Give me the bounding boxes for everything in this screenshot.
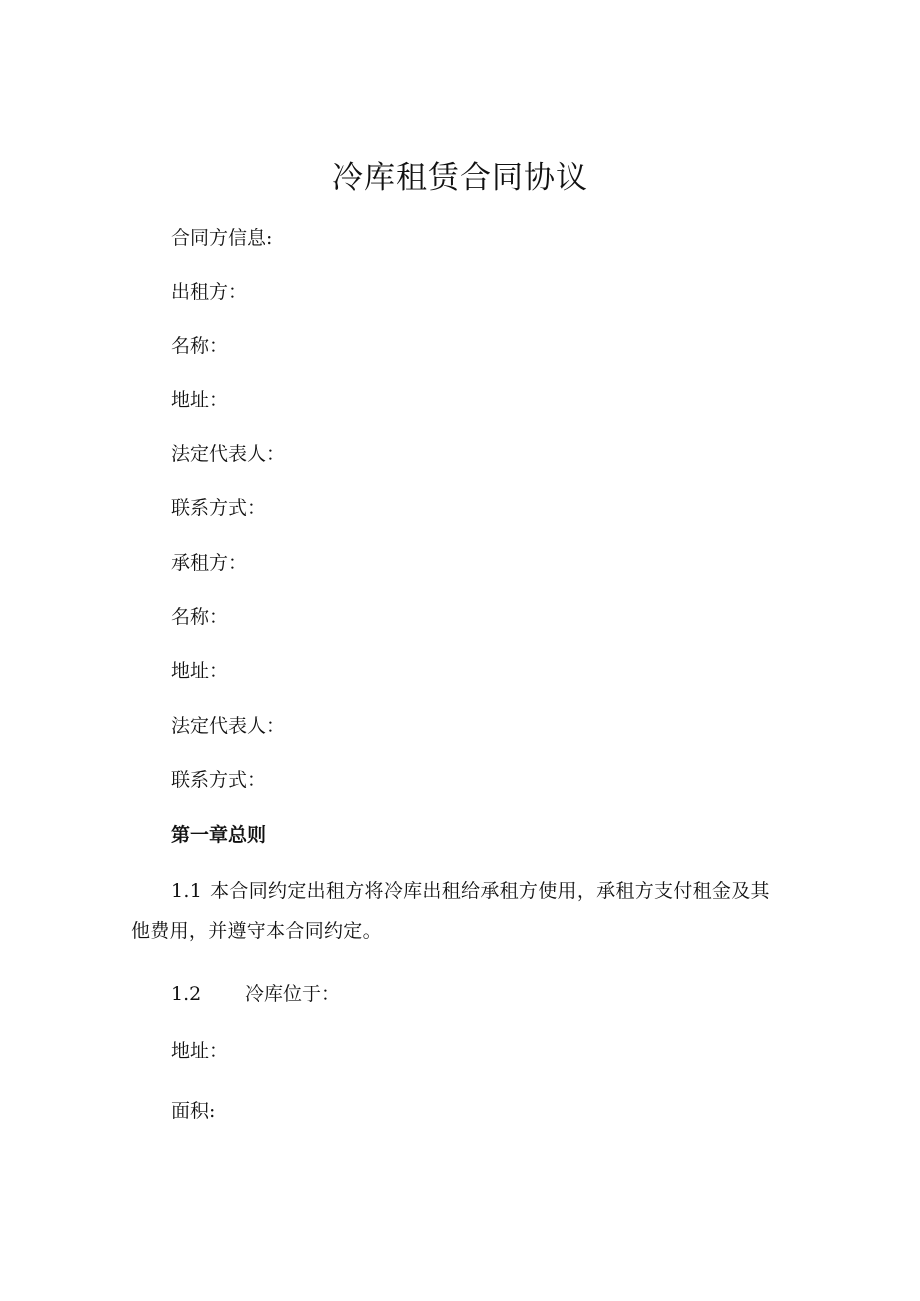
clause-1-2	[171, 980, 340, 1008]
clause-text: 本合同约定出租方将冷库出租给承租方使用，承租方支付租金及其他费用，并遵守本合同约定。	[131, 880, 770, 942]
area-label: 面积:	[171, 1100, 216, 1122]
lessor-label: 出租方：	[171, 281, 248, 303]
parties-header: 合同方信息:	[171, 227, 273, 249]
lessee-legal-rep-label: 法定代表人：	[171, 715, 286, 737]
clause-number: 1.2	[171, 983, 202, 1005]
lessee-label: 承租方：	[171, 552, 248, 574]
lessor-address-label: 地址：	[171, 389, 229, 411]
lessor-name-label: 名称：	[171, 335, 229, 357]
lessee-contact-label: 联系方式：	[171, 769, 267, 791]
lessor-legal-rep-label: 法定代表人：	[171, 443, 286, 465]
lessor-contact-label: 联系方式：	[171, 497, 267, 519]
clause-number: 1.1	[171, 880, 203, 902]
lessee-name-label: 名称：	[171, 606, 229, 628]
clause-text: 冷库位于：	[245, 983, 341, 1005]
document-title: 冷库租赁合同协议	[332, 160, 588, 196]
clause-1-1	[131, 871, 781, 951]
chapter-heading: 第一章总则	[171, 824, 267, 846]
lessee-address-label: 地址：	[171, 660, 229, 682]
location-address-label: 地址：	[171, 1040, 229, 1062]
